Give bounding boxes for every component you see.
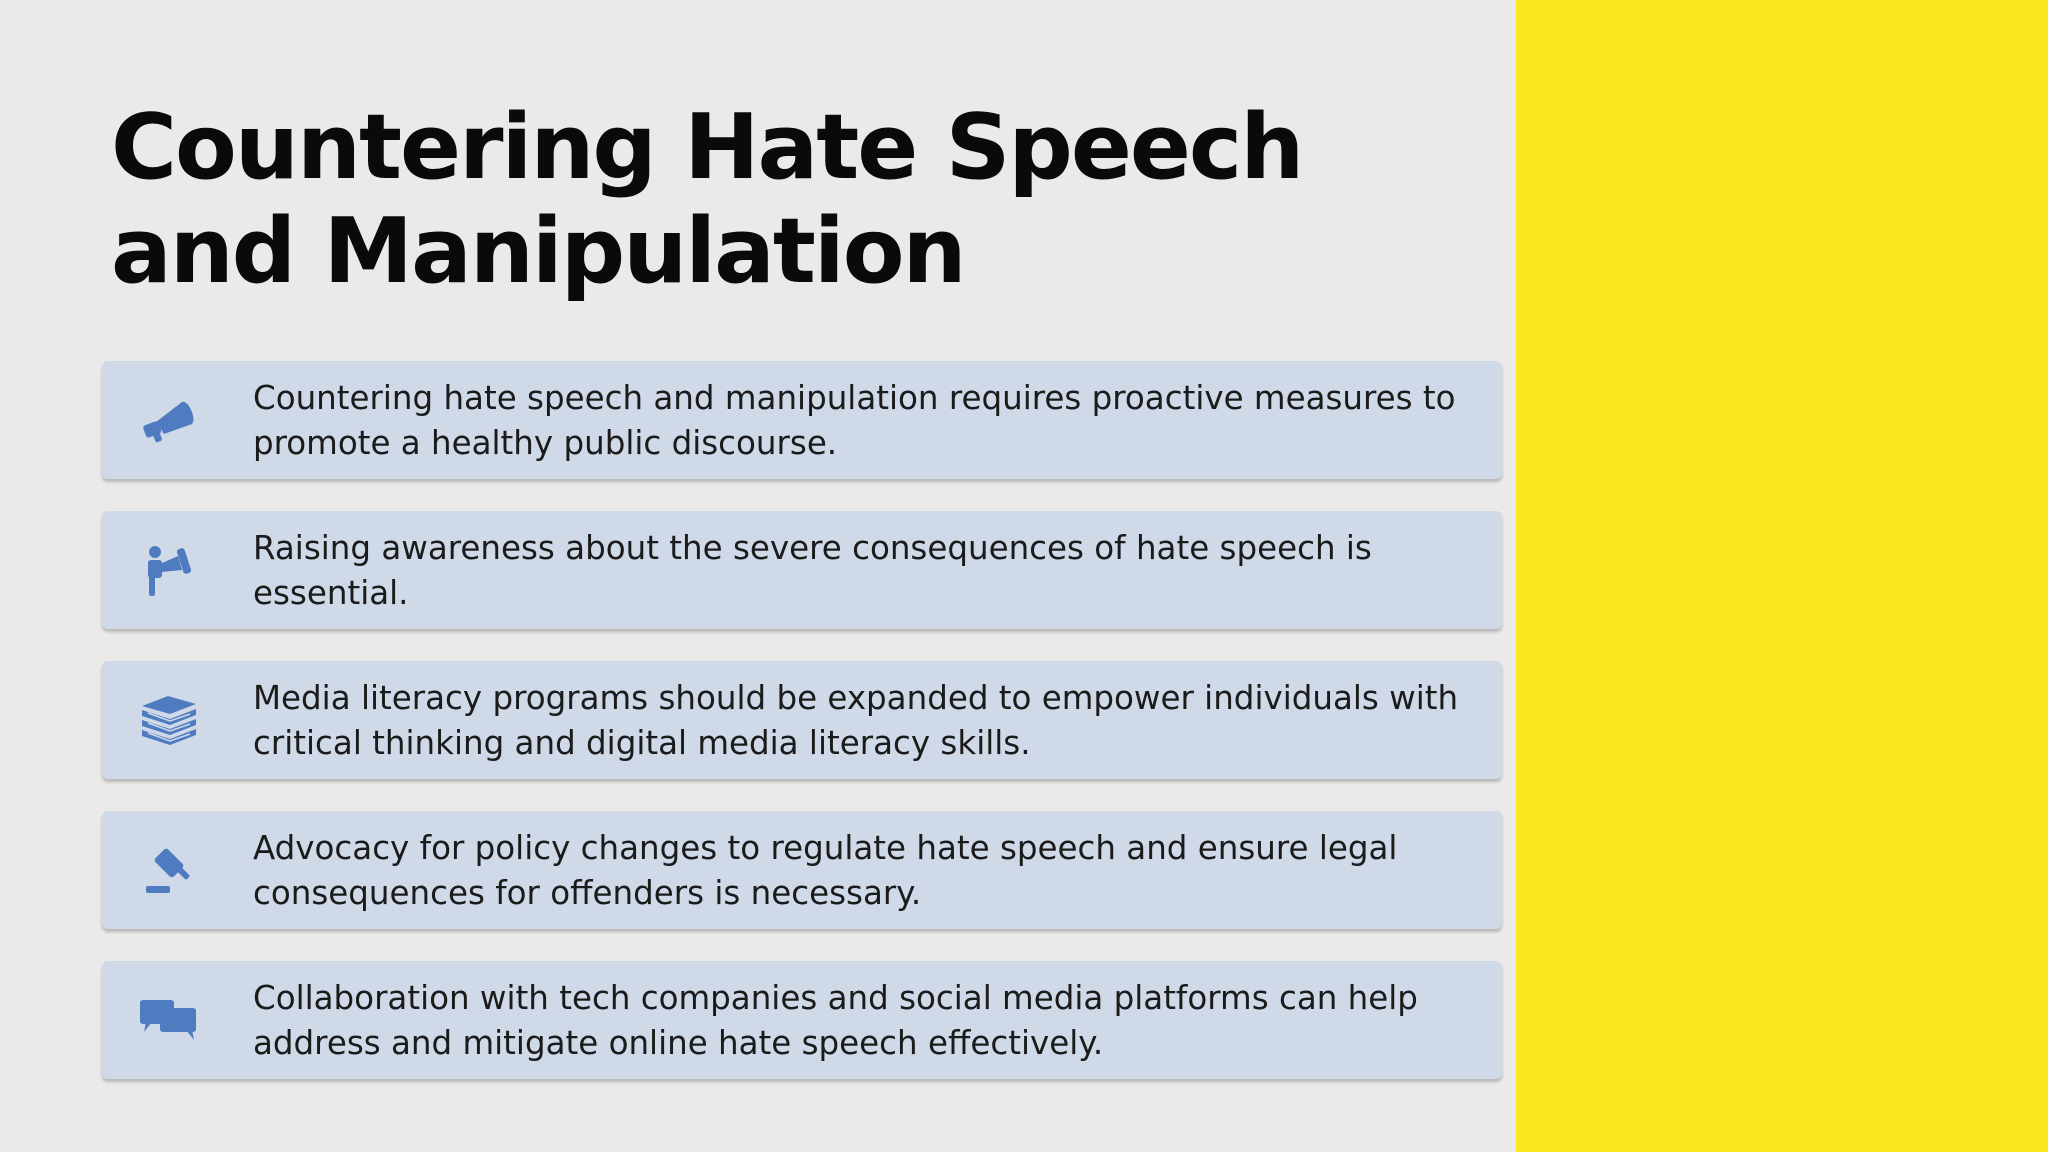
list-item-text: Advocacy for policy changes to regulate hate speech and ensure legal consequences for offenders is necessary. bbox=[253, 829, 1398, 912]
slide-title: Countering Hate Speech and Manipulation bbox=[111, 95, 1303, 304]
stack-of-books-icon bbox=[138, 692, 200, 748]
megaphone-icon bbox=[138, 392, 200, 448]
list-item-text: Countering hate speech and manipulation requires proactive measures to promote a healthy public discourse. bbox=[253, 379, 1456, 462]
person-with-megaphone-icon bbox=[138, 542, 200, 598]
list-item bbox=[102, 511, 1502, 629]
chat-bubbles-icon bbox=[138, 992, 200, 1048]
yellow-accent-panel bbox=[1516, 0, 2048, 1152]
list-item bbox=[102, 961, 1502, 1079]
list-item bbox=[102, 361, 1502, 479]
list-item bbox=[102, 811, 1502, 929]
gavel-icon bbox=[138, 842, 200, 898]
list-item bbox=[102, 661, 1502, 779]
list-item-text: Media literacy programs should be expanded to empower individuals with critical thinking and digital media literacy skills. bbox=[253, 679, 1459, 762]
list-item-text: Raising awareness about the severe consequences of hate speech is essential. bbox=[253, 529, 1372, 612]
list-item-text: Collaboration with tech companies and social media platforms can help address and mitigate online hate speech effectively. bbox=[253, 979, 1418, 1062]
